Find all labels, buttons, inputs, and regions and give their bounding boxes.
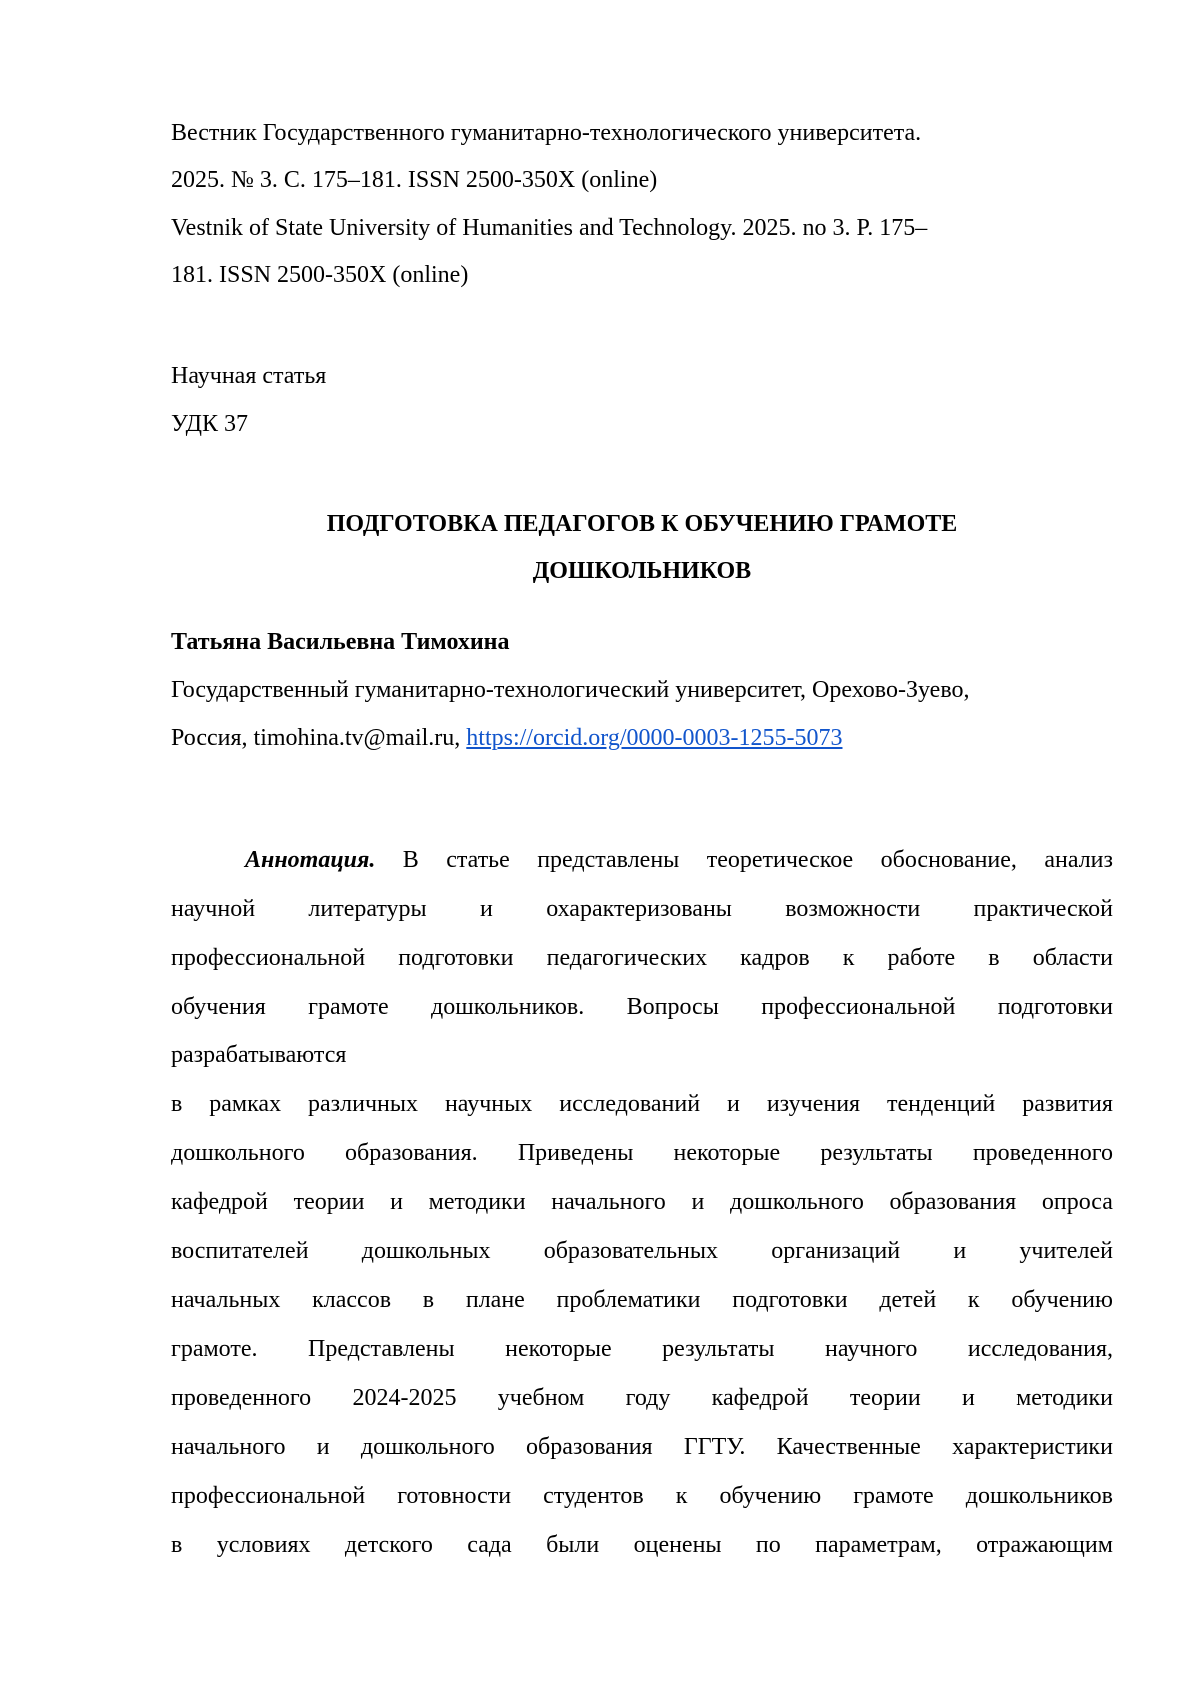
abstract-line: грамоте. Представлены некоторые результаты научного исследования, [171, 1334, 1113, 1364]
article-type: Научная статья [171, 361, 326, 391]
author-affiliation-line-1: Государственный гуманитарно-технологический университет, Орехово-Зуево, [171, 675, 969, 705]
abstract-line: в рамках различных научных исследований и изучения тенденций развития [171, 1089, 1113, 1119]
article-title-line-1: ПОДГОТОВКА ПЕДАГОГОВ К ОБУЧЕНИЮ ГРАМОТЕ [171, 509, 1113, 539]
abstract-line: начальных классов в плане проблематики подготовки детей к обучению [171, 1285, 1113, 1315]
author-affiliation-line-2 [171, 723, 842, 753]
abstract-line: дошкольного образования. Приведены некоторые результаты проведенного [171, 1138, 1113, 1168]
abstract-first-line-text: В статье представлены теоретическое обоснование, анализ [375, 847, 1113, 873]
abstract-line: кафедрой теории и методики начального и дошкольного образования опроса [171, 1187, 1113, 1217]
abstract-label: Аннотация. [245, 847, 375, 873]
orcid-link[interactable]: https://orcid.org/0000-0003-1255-5073 [466, 725, 842, 751]
abstract-line: научной литературы и охарактеризованы возможности практической [171, 894, 1113, 924]
article-title-line-2: ДОШКОЛЬНИКОВ [171, 556, 1113, 586]
author-location-email: Россия, timohina.tv@mail.ru, [171, 725, 466, 751]
journal-citation-en-line-1: Vestnik of State University of Humanities and Technology. 2025. no 3. P. 175– [171, 213, 927, 243]
author-name: Татьяна Васильевна Тимохина [171, 627, 510, 657]
journal-citation-ru-line-2: 2025. № 3. С. 175–181. ISSN 2500-350X (online) [171, 165, 657, 195]
abstract-line: в условиях детского сада были оценены по параметрам, отражающим [171, 1530, 1113, 1560]
document-page [0, 0, 1200, 1697]
journal-citation-ru-line-1: Вестник Государственного гуманитарно-технологического университета. [171, 118, 921, 148]
udc-code: УДК 37 [171, 409, 248, 439]
abstract-line: начального и дошкольного образования ГГТУ. Качественные характеристики [171, 1432, 1113, 1462]
abstract-line: разрабатываются [171, 1040, 346, 1070]
abstract-line-1 [245, 845, 1113, 875]
abstract-line: воспитателей дошкольных образовательных организаций и учителей [171, 1236, 1113, 1266]
journal-citation-en-line-2: 181. ISSN 2500-350X (online) [171, 260, 468, 290]
abstract-line: проведенного 2024-2025 учебном году кафедрой теории и методики [171, 1383, 1113, 1413]
abstract-line: профессиональной готовности студентов к обучению грамоте дошкольников [171, 1481, 1113, 1511]
abstract-line: обучения грамоте дошкольников. Вопросы профессиональной подготовки [171, 992, 1113, 1022]
abstract-line: профессиональной подготовки педагогических кадров к работе в области [171, 943, 1113, 973]
